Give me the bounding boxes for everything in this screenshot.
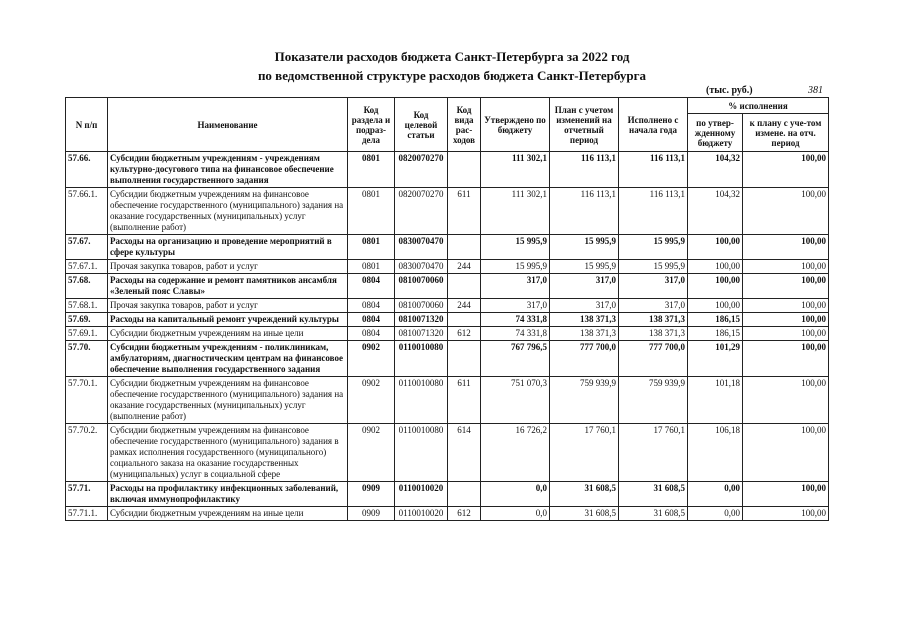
units-label: (тыс. руб.) [706,85,753,96]
cell-approved: 111 302,1 [481,152,550,188]
cell-plan: 759 939,9 [550,377,619,424]
cell-target: 0110010080 [395,377,448,424]
cell-approved: 0,0 [481,507,550,521]
cell-target: 0810071320 [395,313,448,327]
cell-approved: 15 995,9 [481,235,550,260]
cell-kind: 612 [448,507,481,521]
cell-section: 0801 [348,260,395,274]
cell-pct-plan: 100,00 [743,313,829,327]
cell-pct-budget: 0,00 [688,507,743,521]
cell-executed: 17 760,1 [619,424,688,482]
cell-target: 0810071320 [395,327,448,341]
title-line-1: Показатели расходов бюджета Санкт-Петербурга за 2022 год [274,49,630,64]
cell-pct-budget: 101,18 [688,377,743,424]
table-row [66,424,829,482]
cell-section: 0801 [348,152,395,188]
title-line-2: по ведомственной структуре расходов бюджета Санкт-Петербурга [257,68,647,83]
cell-executed: 138 371,3 [619,313,688,327]
cell-pct-budget: 186,15 [688,313,743,327]
cell-pct-plan: 100,00 [743,274,829,299]
cell-section: 0801 [348,235,395,260]
cell-section: 0801 [348,188,395,235]
cell-pct-plan: 100,00 [743,507,829,521]
cell-section: 0902 [348,341,395,377]
cell-kind: 614 [448,424,481,482]
cell-plan: 138 371,3 [550,313,619,327]
cell-approved: 317,0 [481,274,550,299]
table-row [66,313,829,327]
cell-pct-budget: 186,15 [688,327,743,341]
cell-name: Прочая закупка товаров, работ и услуг [108,299,348,313]
budget-table [65,97,829,521]
cell-plan: 317,0 [550,274,619,299]
cell-pct-plan: 100,00 [743,327,829,341]
cell-name: Расходы на содержание и ремонт памятников ансамбля «Зеленый пояс Славы» [108,274,348,299]
cell-approved: 74 331,8 [481,327,550,341]
cell-num: 57.71. [66,482,108,507]
cell-plan: 15 995,9 [550,260,619,274]
cell-pct-plan: 100,00 [743,424,829,482]
cell-executed: 317,0 [619,274,688,299]
cell-plan: 15 995,9 [550,235,619,260]
cell-section: 0804 [348,274,395,299]
cell-num: 57.66.1. [66,188,108,235]
cell-executed: 31 608,5 [619,507,688,521]
cell-name: Расходы на капитальный ремонт учреждений культуры [108,313,348,327]
cell-pct-plan: 100,00 [743,188,829,235]
table-row [66,327,829,341]
cell-name: Субсидии бюджетным учреждениям на финансовое обеспечение государственного (муниципального) задания на оказание государственных (муниципальных) услуг (выполнение работ) [108,188,348,235]
table-row [66,482,829,507]
cell-pct-budget: 100,00 [688,299,743,313]
cell-pct-plan: 100,00 [743,341,829,377]
cell-num: 57.69.1. [66,327,108,341]
cell-kind: 611 [448,377,481,424]
cell-executed: 15 995,9 [619,260,688,274]
cell-approved: 317,0 [481,299,550,313]
cell-pct-plan: 100,00 [743,235,829,260]
cell-num: 57.67.1. [66,260,108,274]
cell-pct-plan: 100,00 [743,377,829,424]
cell-name: Субсидии бюджетным учреждениям - поликлиникам, амбулаториям, диагностическим центрам на финансовое обеспечение выполнения государственного задания [108,341,348,377]
table-row [66,235,829,260]
cell-name: Прочая закупка товаров, работ и услуг [108,260,348,274]
cell-num: 57.70.2. [66,424,108,482]
cell-executed: 116 113,1 [619,188,688,235]
cell-pct-budget: 101,29 [688,341,743,377]
cell-approved: 0,0 [481,482,550,507]
cell-target: 0110010020 [395,482,448,507]
table-row [66,188,829,235]
cell-target: 0110010080 [395,424,448,482]
cell-num: 57.70.1. [66,377,108,424]
cell-target: 0820070270 [395,152,448,188]
cell-num: 57.68.1. [66,299,108,313]
cell-approved: 111 302,1 [481,188,550,235]
header-pct-plan: к плану с уче-том измене. на отч. период [743,114,829,152]
table-row [66,377,829,424]
cell-pct-budget: 100,00 [688,274,743,299]
cell-section: 0804 [348,299,395,313]
cell-plan: 777 700,0 [550,341,619,377]
header-plan: План с учетом изменений на отчетный период [550,98,619,152]
header-approved: Утверждено по бюджету [481,98,550,152]
cell-kind [448,341,481,377]
header-executed: Исполнено с начала года [619,98,688,152]
cell-target: 0810070060 [395,274,448,299]
header-name: Наименование [108,98,348,152]
cell-pct-plan: 100,00 [743,482,829,507]
cell-pct-budget: 100,00 [688,260,743,274]
cell-approved: 74 331,8 [481,313,550,327]
cell-approved: 751 070,3 [481,377,550,424]
cell-pct-budget: 104,32 [688,152,743,188]
header-pct-budget: по утвер-жденному бюджету [688,114,743,152]
cell-kind: 611 [448,188,481,235]
cell-section: 0909 [348,482,395,507]
cell-pct-budget: 104,32 [688,188,743,235]
cell-target: 0830070470 [395,260,448,274]
cell-pct-budget: 100,00 [688,235,743,260]
cell-name: Субсидии бюджетным учреждениям на финансовое обеспечение государственного (муниципального) задания в рамках исполнения государственного (муниципального) социального заказа на оказание государственных (муниципальных) услуг в социальной сфере [108,424,348,482]
cell-executed: 317,0 [619,299,688,313]
cell-plan: 17 760,1 [550,424,619,482]
cell-num: 57.70. [66,341,108,377]
cell-num: 57.66. [66,152,108,188]
cell-plan: 31 608,5 [550,507,619,521]
cell-kind [448,482,481,507]
page-number: 381 [808,85,823,96]
cell-kind [448,235,481,260]
cell-section: 0909 [348,507,395,521]
cell-name: Расходы на организацию и проведение мероприятий в сфере культуры [108,235,348,260]
table-row [66,341,829,377]
cell-executed: 759 939,9 [619,377,688,424]
cell-plan: 317,0 [550,299,619,313]
cell-plan: 116 113,1 [550,188,619,235]
cell-section: 0804 [348,327,395,341]
cell-approved: 16 726,2 [481,424,550,482]
header-target: Код целевой статьи [395,98,448,152]
cell-executed: 31 608,5 [619,482,688,507]
cell-approved: 15 995,9 [481,260,550,274]
cell-num: 57.69. [66,313,108,327]
table-row [66,152,829,188]
cell-name: Субсидии бюджетным учреждениям на иные цели [108,327,348,341]
cell-executed: 15 995,9 [619,235,688,260]
cell-name: Субсидии бюджетным учреждениям - учреждениям культурно-досугового типа на финансовое обеспечение выполнения государственного задания [108,152,348,188]
cell-num: 57.71.1. [66,507,108,521]
header-num: N п/п [66,98,108,152]
header-percent: % исполнения [688,98,829,114]
cell-num: 57.67. [66,235,108,260]
cell-plan: 31 608,5 [550,482,619,507]
cell-section: 0804 [348,313,395,327]
cell-pct-plan: 100,00 [743,260,829,274]
cell-section: 0902 [348,424,395,482]
cell-target: 0820070270 [395,188,448,235]
cell-num: 57.68. [66,274,108,299]
table-row [66,299,829,313]
cell-section: 0902 [348,377,395,424]
cell-target: 0110010020 [395,507,448,521]
cell-kind: 612 [448,327,481,341]
cell-name: Субсидии бюджетным учреждениям на иные цели [108,507,348,521]
cell-name: Расходы на профилактику инфекционных заболеваний, включая иммунопрофилактику [108,482,348,507]
cell-executed: 138 371,3 [619,327,688,341]
header-section: Код раздела и подраз-дела [348,98,395,152]
cell-executed: 116 113,1 [619,152,688,188]
cell-kind: 244 [448,260,481,274]
cell-pct-budget: 106,18 [688,424,743,482]
cell-target: 0810070060 [395,299,448,313]
cell-plan: 138 371,3 [550,327,619,341]
document-title [0,47,904,85]
cell-pct-plan: 100,00 [743,152,829,188]
cell-kind [448,152,481,188]
cell-pct-plan: 100,00 [743,299,829,313]
table-row [66,274,829,299]
cell-kind: 244 [448,299,481,313]
table-row [66,507,829,521]
cell-kind [448,313,481,327]
cell-name: Субсидии бюджетным учреждениям на финансовое обеспечение государственного (муниципального) задания на оказание государственных (муниципальных) услуг (выполнение работ) [108,377,348,424]
table-row [66,260,829,274]
cell-approved: 767 796,5 [481,341,550,377]
cell-kind [448,274,481,299]
cell-target: 0110010080 [395,341,448,377]
cell-pct-budget: 0,00 [688,482,743,507]
cell-executed: 777 700,0 [619,341,688,377]
cell-target: 0830070470 [395,235,448,260]
cell-plan: 116 113,1 [550,152,619,188]
header-kind: Код вида рас-ходов [448,98,481,152]
